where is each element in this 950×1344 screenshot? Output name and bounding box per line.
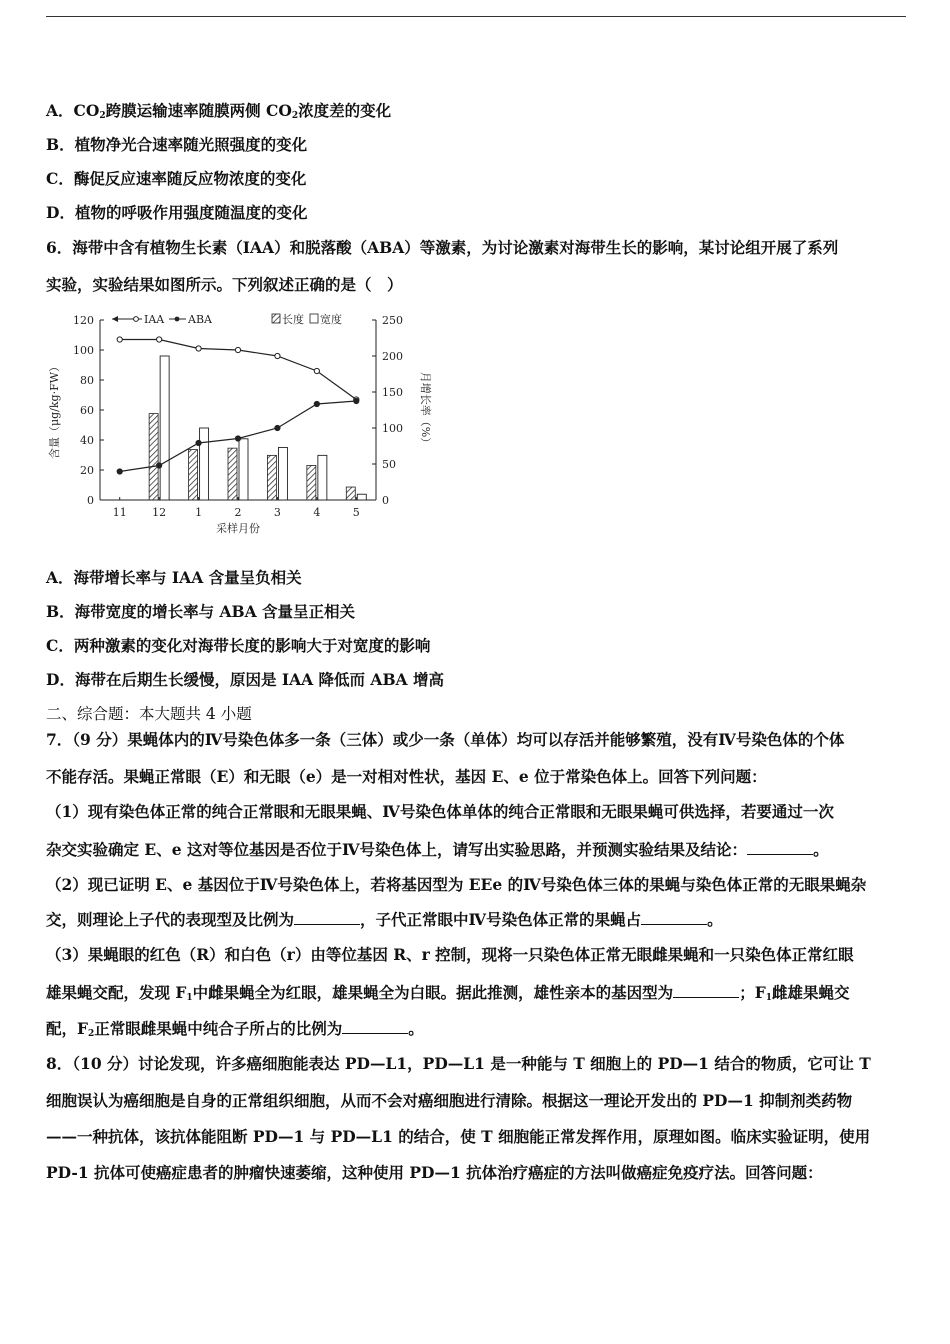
q5-option-b: B．植物净光合速率随光照强度的变化 <box>46 135 308 154</box>
answer-blank <box>673 983 739 998</box>
bar-length <box>346 487 355 500</box>
q6-option-d: D．海带在后期生长缓慢，原因是 IAA 降低而 ABA 增高 <box>46 670 444 689</box>
x-tick-label: 1 <box>195 506 203 519</box>
q7-line-8: 雄果蝇交配，发现 $F_1$中雌果蝇全为红眼，雄果蝇全为白眼。据此推测，雄性亲本的基因型为 ；$F_1$雌雄果蝇交 <box>46 983 850 1003</box>
legend-iaa-marker <box>134 317 139 322</box>
q7-line-9: 配，$F_2$正常眼雌果蝇中纯合子所占的比例为 。 <box>46 1019 424 1039</box>
right-tick-label: 0 <box>382 494 389 507</box>
legend-width-label: 宽度 <box>320 313 342 326</box>
right-axis-title: 月增长率（%） <box>419 371 432 449</box>
left-tick-label: 20 <box>80 464 94 477</box>
answer-blank <box>641 910 707 925</box>
right-tick-label: 100 <box>382 422 403 435</box>
bar-width <box>278 447 287 500</box>
q7-line-2: 不能存活。果蝇正常眼（E）和无眼（e）是一对相对性状，基因 E、e 位于常染色体上。回答下列问题： <box>46 767 767 786</box>
x-tick-label: 5 <box>352 506 360 519</box>
bar-width <box>239 439 248 500</box>
right-tick-label: 50 <box>382 458 396 471</box>
bar-length <box>189 450 198 500</box>
left-tick-label: 80 <box>80 374 94 387</box>
aba-point <box>275 425 280 430</box>
header-rule <box>46 16 906 17</box>
bar-length <box>307 465 316 500</box>
x-tick-label: 3 <box>273 506 281 519</box>
bar-length <box>228 448 237 500</box>
bar-width <box>200 428 209 500</box>
aba-point <box>314 401 319 406</box>
q7-line-7: （3）果蝇眼的红色（R）和白色（r）由等位基因 R、r 控制，现将一只染色体正常无眼雌果蝇和一只染色体正常红眼 <box>46 945 854 964</box>
left-axis-title: 含量（μg/kg·FW） <box>48 360 61 460</box>
q6-option-a: A．海带增长率与 IAA 含量呈负相关 <box>46 568 302 587</box>
left-tick-label: 120 <box>73 314 94 327</box>
q8-line-1: 8．（10 分）讨论发现，许多癌细胞能表达 PD—L1，PD—L1 是一种能与 T 细胞上的 PD—1 结合的物质，它可让 T <box>46 1054 871 1073</box>
iaa-point <box>275 353 280 358</box>
q5-option-d: D．植物的呼吸作用强度随温度的变化 <box>46 203 308 222</box>
legend-aba-label: ABA <box>188 313 212 326</box>
x-tick-label: 12 <box>152 506 167 519</box>
left-tick-label: 60 <box>80 404 94 417</box>
iaa-point <box>157 337 162 342</box>
bar-length <box>267 455 276 500</box>
answer-blank <box>294 910 360 925</box>
right-tick-label: 250 <box>382 314 403 327</box>
answer-blank <box>747 840 813 855</box>
q5-option-a: A．$CO_2$跨膜运输速率随膜两侧 $CO_2$浓度差的变化 <box>46 101 392 121</box>
aba-point <box>117 469 122 474</box>
q6-stem-line-2: 实验，实验结果如图所示。下列叙述正确的是（ ） <box>46 275 403 294</box>
legend-iaa-label: IAA <box>144 313 165 326</box>
left-tick-label: 0 <box>87 494 94 507</box>
q5-option-c: C．酶促反应速率随反应物浓度的变化 <box>46 169 307 188</box>
q7-line-6: 交，则理论上子代的表现型及比例为 ，子代正常眼中Ⅳ号染色体正常的果蝇占 。 <box>46 910 723 929</box>
x-tick-label: 11 <box>112 506 127 519</box>
x-axis-title: 采样月份 <box>216 522 260 535</box>
bar-length <box>149 414 158 500</box>
left-tick-label: 40 <box>80 434 94 447</box>
q7-line-1: 7．（9 分）果蝇体内的Ⅳ号染色体多一条（三体）或少一条（单体）均可以存活并能够繁殖，没有Ⅳ号染色体的个体 <box>46 730 845 749</box>
iaa-point <box>314 368 319 373</box>
legend-length-swatch <box>272 314 280 323</box>
q8-line-4: PD-1 抗体可使癌症患者的肿瘤快速萎缩，这种使用 PD—1 抗体治疗癌症的方法叫做癌症免疫疗法。回答问题： <box>46 1163 823 1182</box>
bar-width <box>160 356 169 500</box>
aba-point <box>354 398 359 403</box>
legend-arrow-head <box>112 316 118 322</box>
q7-line-5: （2）现已证明 E、e 基因位于Ⅳ号染色体上，若将基因型为 EEe 的Ⅳ号染色体三体的果蝇与染色体正常的无眼果蝇杂 <box>46 875 867 894</box>
x-tick-label: 2 <box>234 506 242 519</box>
legend-width-swatch <box>310 314 318 323</box>
aba-point <box>157 463 162 468</box>
chart-labels <box>47 312 433 535</box>
chart-bars <box>149 356 366 500</box>
right-tick-label: 200 <box>382 350 403 363</box>
bar-width <box>357 494 366 500</box>
answer-blank <box>342 1019 408 1034</box>
legend-aba-marker <box>175 317 180 322</box>
right-tick-label: 150 <box>382 386 403 399</box>
aba-point <box>196 440 201 445</box>
hormone-growth-chart <box>46 306 446 546</box>
q8-line-2: 细胞误认为癌细胞是自身的正常组织细胞，从而不会对癌细胞进行清除。根据这一理论开发出的 PD—1 抑制剂类药物 <box>46 1091 853 1110</box>
q6-option-c: C．两种激素的变化对海带长度的影响大于对宽度的影响 <box>46 636 431 655</box>
iaa-point <box>117 337 122 342</box>
legend-length-label: 长度 <box>282 313 304 326</box>
left-tick-label: 100 <box>73 344 94 357</box>
q6-stem-line-1: 6．海带中含有植物生长素（IAA）和脱落酸（ABA）等激素，为讨论激素对海带生长的影响，某讨论组开展了系列 <box>46 238 839 257</box>
aba-point <box>235 436 240 441</box>
q6-option-b: B．海带宽度的增长率与 ABA 含量呈正相关 <box>46 602 356 621</box>
q7-line-4: 杂交实验确定 E、e 这对等位基因是否位于Ⅳ号染色体上，请写出实验思路，并预测实验结果及结论： 。 <box>46 840 829 859</box>
iaa-point <box>196 346 201 351</box>
iaa-point <box>235 347 240 352</box>
q7-line-3: （1）现有染色体正常的纯合正常眼和无眼果蝇、Ⅳ号染色体单体的纯合正常眼和无眼果蝇可供选择，若要通过一次 <box>46 802 834 821</box>
section-heading: 二、综合题：本大题共 4 小题 <box>46 705 252 723</box>
bar-width <box>318 455 327 500</box>
x-tick-label: 4 <box>313 506 321 519</box>
q8-line-3: ——一种抗体，该抗体能阻断 PD—1 与 PD—L1 的结合，使 T 细胞能正常发挥作用，原理如图。临床实验证明，使用 <box>46 1127 871 1146</box>
